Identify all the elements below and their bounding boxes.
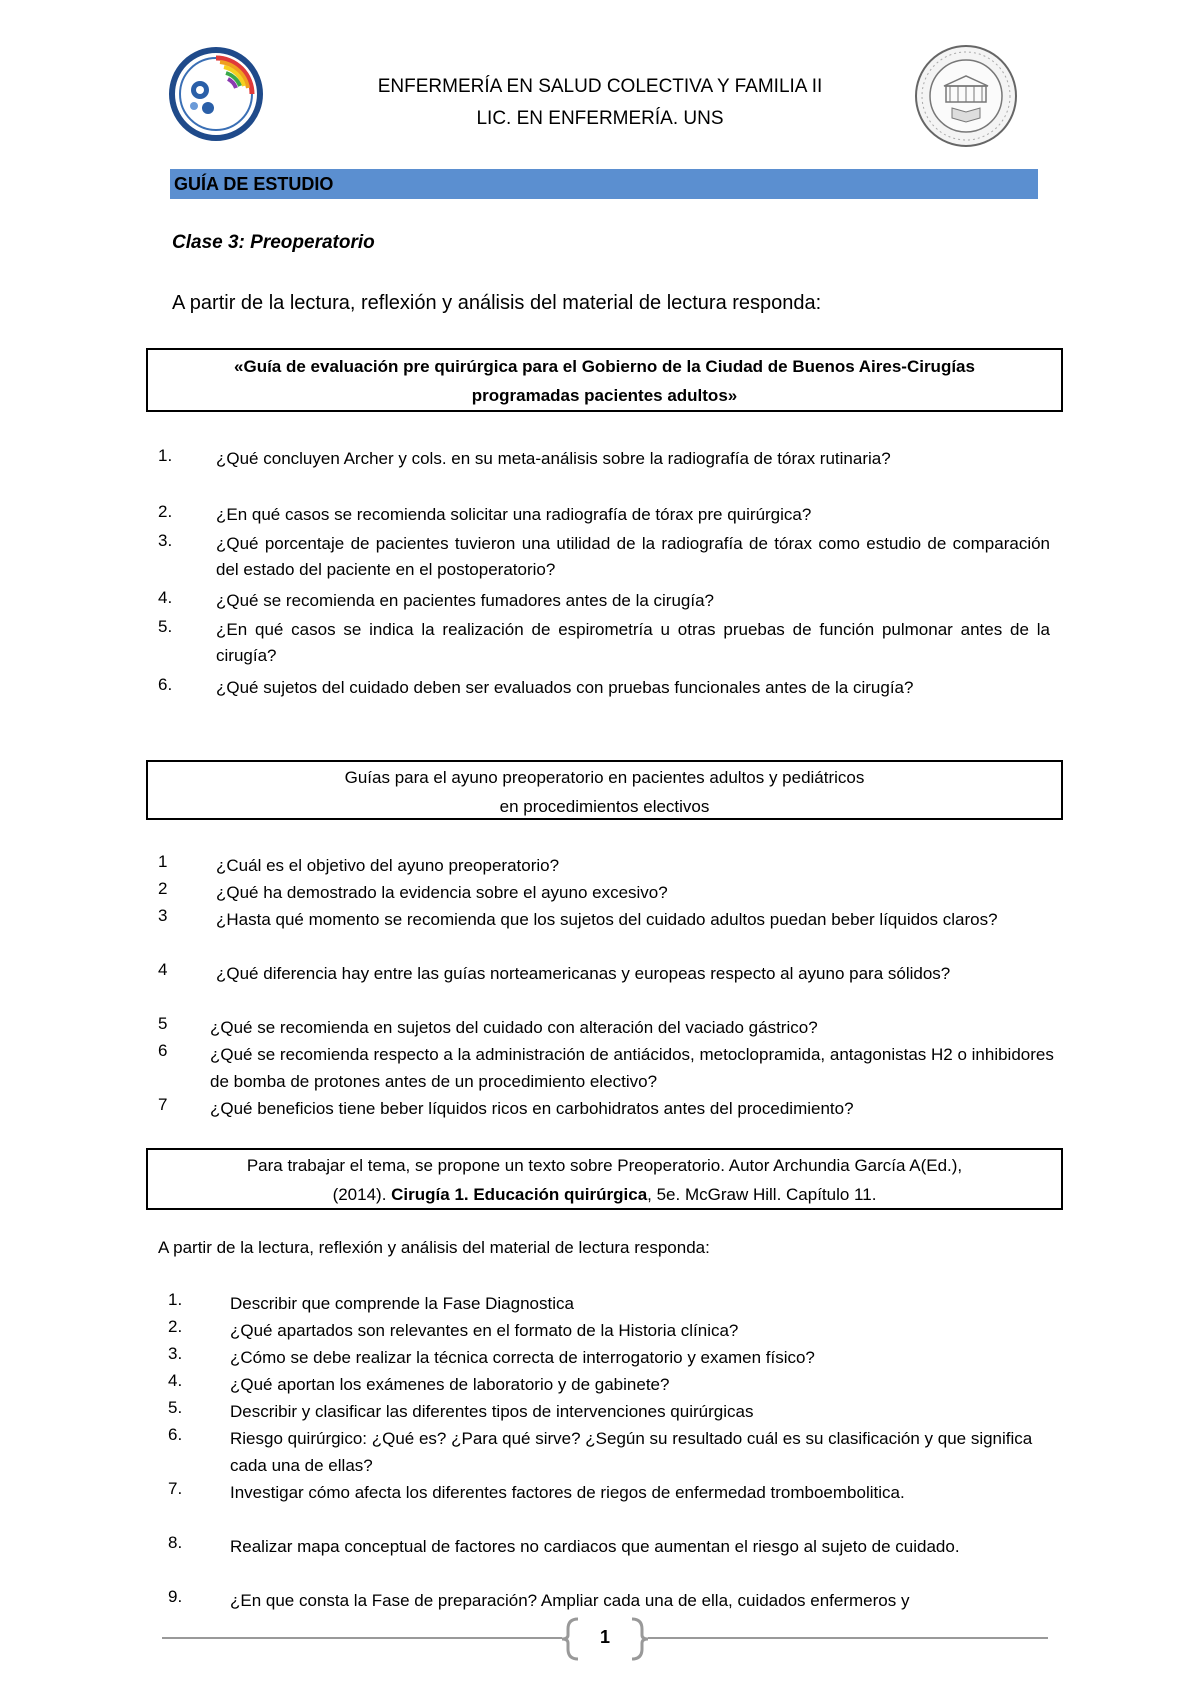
reading-box-fasting-guides <box>146 760 1063 820</box>
course-title: ENFERMERÍA EN SALUD COLECTIVA Y FAMILIA II <box>377 76 823 97</box>
item-text: ¿Qué se recomienda en sujetos del cuidado con alteración del vaciado gástrico? <box>210 1018 818 1037</box>
item-text: ¿Cuál es el objetivo del ayuno preoperatorio? <box>216 856 560 875</box>
item-text: Describir que comprende la Fase Diagnostica <box>230 1294 574 1313</box>
reference-details: , 5e. McGraw Hill. Capítulo 11. <box>647 1185 877 1204</box>
item-text: ¿Qué concluyen Archer y cols. en su meta-análisis sobre la radiografía de tórax rutinaria? <box>216 449 891 468</box>
item-number: 3. <box>158 531 173 550</box>
item-number: 6 <box>158 1041 168 1060</box>
item-text: ¿Qué ha demostrado la evidencia sobre el ayuno excesivo? <box>216 883 668 902</box>
item-text: ¿Qué diferencia hay entre las guías norteamericanas y europeas respecto al ayuno para sólidos? <box>216 964 951 983</box>
item-number: 6. <box>158 675 173 694</box>
box-line <box>148 1180 1061 1209</box>
item-text: ¿Qué se recomienda en pacientes fumadores antes de la cirugía? <box>216 591 715 610</box>
item-number: 7. <box>168 1479 183 1498</box>
item-text: ¿En qué casos se recomienda solicitar una radiografía de tórax pre quirúrgica? <box>216 505 812 524</box>
box-line: «Guía de evaluación pre quirúrgica para el Gobierno de la Ciudad de Buenos Aires-Cirugías <box>234 357 975 376</box>
guide-label-bar: GUÍA DE ESTUDIO <box>170 169 1038 199</box>
page-number: 1 <box>599 1627 610 1647</box>
item-number: 8. <box>168 1533 183 1552</box>
item-text: Investigar cómo afecta los diferentes factores de riegos de enfermedad tromboembolitica. <box>230 1483 905 1502</box>
footer-rule-right <box>648 1637 1048 1639</box>
item-number: 1 <box>158 852 168 871</box>
box-line: Para trabajar el tema, se propone un texto sobre Preoperatorio. Autor Archundia García A(Ed.), <box>246 1156 963 1175</box>
intro-instruction: A partir de la lectura, reflexión y análisis del material de lectura responda: <box>172 292 822 314</box>
item-text: ¿Qué sujetos del cuidado deben ser evaluados con pruebas funcionales antes de la cirugía? <box>216 678 914 697</box>
box-line: Guías para el ayuno preoperatorio en pacientes adultos y pediátricos <box>344 768 865 787</box>
item-number: 6. <box>168 1425 183 1444</box>
item-number: 9. <box>168 1587 183 1606</box>
intro-instruction-2: A partir de la lectura, reflexión y análisis del material de lectura responda: <box>158 1238 710 1257</box>
item-number: 5. <box>168 1398 183 1417</box>
item-text: ¿En que consta la Fase de preparación? Ampliar cada una de ella, cuidados enfermeros y <box>230 1591 910 1610</box>
item-number: 3 <box>158 906 168 925</box>
item-number: 4. <box>168 1371 183 1390</box>
item-number: 5 <box>158 1014 168 1033</box>
degree-title: LIC. EN ENFERMERÍA. UNS <box>476 108 724 129</box>
item-number: 1. <box>158 446 173 465</box>
item-number: 1. <box>168 1290 183 1309</box>
item-number: 5. <box>158 617 173 636</box>
item-text: ¿Qué se recomienda respecto a la administración de antiácidos, metoclopramida, antagonistas H2 o inhibidores de bomba de protones antes de un procedimiento electivo? <box>210 1045 1054 1091</box>
item-text: Realizar mapa conceptual de factores no cardiacos que aumentan el riesgo al sujeto de cuidado. <box>230 1537 960 1556</box>
item-number: 7 <box>158 1095 168 1114</box>
box-line: programadas pacientes adultos» <box>471 386 738 405</box>
item-text: ¿Hasta qué momento se recomienda que los sujetos del cuidado adultos puedan beber líquidos claros? <box>216 910 998 929</box>
item-number: 2. <box>168 1317 183 1336</box>
item-number: 3. <box>168 1344 183 1363</box>
item-number: 2. <box>158 502 173 521</box>
item-text: Describir y clasificar las diferentes tipos de intervenciones quirúrgicas <box>230 1402 754 1421</box>
item-text: ¿Qué beneficios tiene beber líquidos ricos en carbohidratos antes del procedimiento? <box>210 1099 854 1118</box>
reading-box-textbook-reference <box>146 1148 1063 1210</box>
item-text: ¿Cómo se debe realizar la técnica correcta de interrogatorio y examen físico? <box>230 1348 815 1367</box>
reference-year: (2014). <box>332 1185 392 1204</box>
item-text: Riesgo quirúrgico: ¿Qué es? ¿Para qué sirve? ¿Según su resultado cuál es su clasificación y que significa cada una de ellas? <box>230 1429 1033 1475</box>
item-text: ¿Qué aportan los exámenes de laboratorio y de gabinete? <box>230 1375 670 1394</box>
class-title: Clase 3: Preoperatorio <box>172 232 375 253</box>
item-number: 4. <box>158 588 173 607</box>
box-line: en procedimientos electivos <box>499 797 710 816</box>
item-number: 2 <box>158 879 168 898</box>
item-text: ¿Qué apartados son relevantes en el formato de la Historia clínica? <box>230 1321 739 1340</box>
footer-rule-left <box>162 1637 562 1639</box>
reading-box-preoperative-evaluation <box>146 348 1063 412</box>
item-number: 4 <box>158 960 168 979</box>
reference-book-title: Cirugía 1. Educación quirúrgica <box>391 1185 648 1204</box>
item-text: ¿Qué porcentaje de pacientes tuvieron una utilidad de la radiografía de tórax como estudio de comparación del estado del paciente en el postoperatorio? <box>216 534 1050 579</box>
item-text: ¿En qué casos se indica la realización de espirometría u otras pruebas de función pulmonar antes de la cirugía? <box>216 620 1050 665</box>
